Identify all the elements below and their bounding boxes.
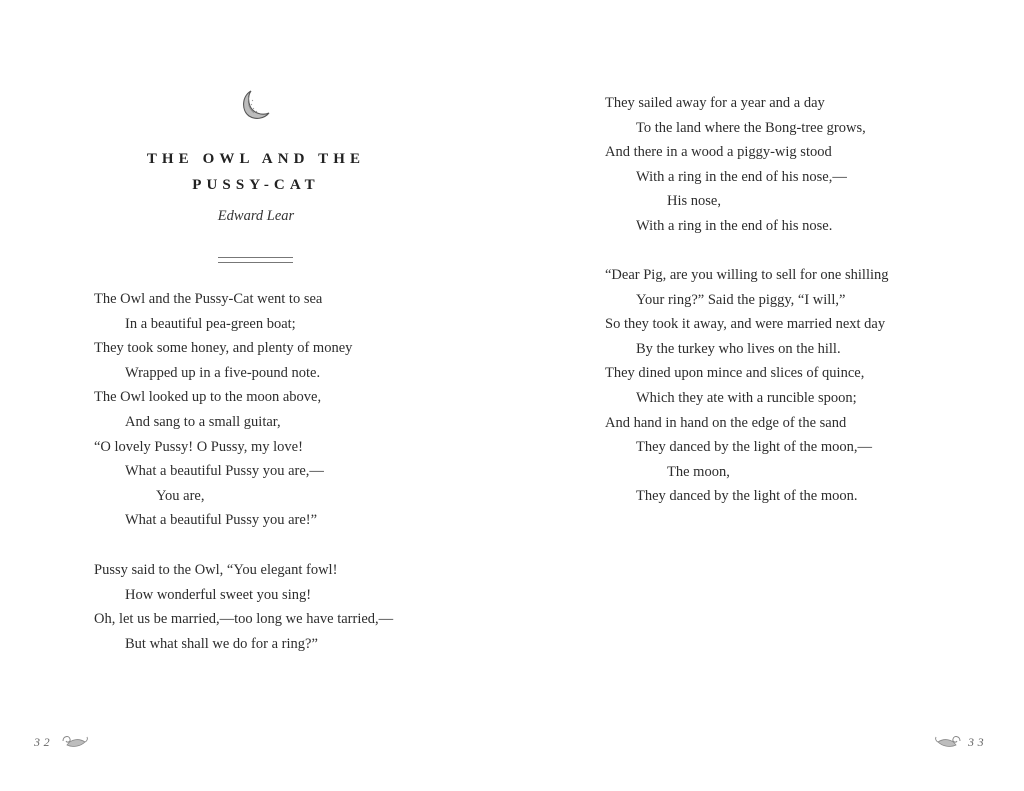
poem-line: His nose, — [667, 193, 721, 210]
poem-line: What a beautiful Pussy you are,— — [125, 463, 324, 480]
poem-line: With a ring in the end of his nose. — [636, 217, 833, 234]
poem-line: Wrapped up in a five-pound note. — [125, 364, 321, 381]
page-number-left: 32 — [34, 735, 54, 749]
poem-line: With a ring in the end of his nose,— — [636, 168, 847, 185]
poem-line: Which they ate with a runcible spoon; — [636, 389, 857, 406]
page-number-right: 33 — [968, 735, 988, 749]
poem-line: What a beautiful Pussy you are!” — [125, 512, 318, 529]
leaf-flourish-icon — [61, 733, 89, 751]
leaf-flourish-icon — [934, 733, 962, 751]
title-divider — [218, 257, 293, 263]
poem-line: And hand in hand on the edge of the sand — [605, 414, 847, 431]
poem-line: To the land where the Bong-tree grows, — [636, 119, 866, 136]
poem-line: The Owl and the Pussy-Cat went to sea — [94, 291, 323, 307]
poem-line: Your ring?” Said the piggy, “I will,” — [636, 291, 846, 308]
poem-line: The moon, — [667, 463, 730, 480]
stanza-1 — [94, 287, 352, 533]
stanza-2 — [94, 558, 393, 656]
poem-line: The Owl looked up to the moon above, — [94, 389, 322, 406]
poem-line: They danced by the light of the moon. — [636, 488, 858, 505]
poem-line: They took some honey, and plenty of money — [94, 340, 353, 357]
poem-title — [106, 146, 406, 198]
poem-author: Edward Lear — [217, 208, 295, 224]
poem-line: How wonderful sweet you sing! — [125, 586, 312, 603]
poem-line: They dined upon mince and slices of quince, — [605, 365, 865, 382]
stanza-3 — [605, 91, 866, 239]
poem-line: In a beautiful pea-green boat; — [125, 315, 296, 332]
poem-line: But what shall we do for a ring?” — [125, 635, 318, 652]
poem-line: “O lovely Pussy! O Pussy, my love! — [94, 438, 303, 455]
poem-line: And sang to a small guitar, — [125, 413, 281, 430]
poem-line: They danced by the light of the moon,— — [636, 439, 872, 456]
crescent-moon-icon — [238, 88, 272, 122]
poem-line: By the turkey who lives on the hill. — [636, 340, 841, 357]
poem-line: And there in a wood a piggy-wig stood — [605, 144, 832, 161]
poem-line: They sailed away for a year and a day — [605, 95, 825, 111]
poem-line: Pussy said to the Owl, “You elegant fowl! — [94, 562, 338, 578]
poem-line: Oh, let us be married,—too long we have tarried,— — [94, 611, 394, 628]
poem-line: “Dear Pig, are you willing to sell for one shilling — [605, 267, 889, 283]
poem-title-line-2: PUSSY-CAT — [192, 177, 320, 193]
poem-line: You are, — [156, 487, 205, 504]
poem-title-line-1: THE OWL AND THE — [146, 151, 366, 167]
stanza-4 — [605, 263, 889, 509]
poem-line: So they took it away, and were married next day — [605, 316, 886, 333]
